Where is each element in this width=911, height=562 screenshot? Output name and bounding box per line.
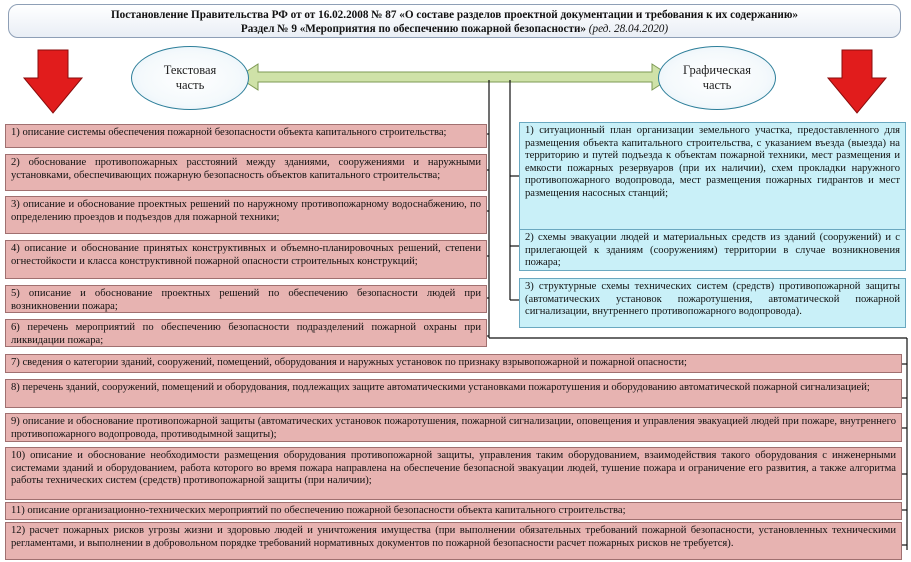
graphic-item-1: 1) ситуационный план организации земельного участка, предоставленного для размещения объекта капитального строительства, с указанием въезда (выезда) на территорию и путей подъезда к объектам пожарной техники, мест размещения и емкости пожарных резервуаров (при их наличии), схем прокладки наружного противопожарного водопровода, мест размещения пожарных гидрантов и мест размещения насосных станций; — [519, 122, 906, 230]
text-item-3: 3) описание и обоснование проектных решений по наружному противопожарному водоснабжению, по определению проездов и подъездов для пожарной техники; — [5, 196, 487, 234]
double-arrow-icon — [238, 64, 672, 90]
text-item-12: 12) расчет пожарных рисков угрозы жизни и здоровью людей и уничтожения имущества (при выполнении обязательных требований пожарной безопасности, установленных техническими регламентами, и выполнении в добровольном порядке требований нормативных документов по пожарной безопасности расчет пожарных рисков не требуется). — [5, 522, 902, 560]
text-item-2: 2) обоснование противопожарных расстояний между зданиями, сооружениями и наружными установками, обеспечивающих пожарную безопасность объектов капитального строительства; — [5, 154, 487, 191]
right-red-arrow-icon — [828, 50, 886, 113]
text-part-node: Текстовая часть — [131, 46, 249, 110]
edition-note: (ред. 28.04.2020) — [588, 23, 669, 35]
text-item-6: 6) перечень мероприятий по обеспечению безопасности подразделений пожарной охраны при ликвидации пожара; — [5, 319, 487, 347]
text-item-10: 10) описание и обоснование необходимости размещения оборудования противопожарной защиты, управления таким оборудованием, взаимодействия такого оборудования с инженерными системами зданий и оборудованием, работа которого во время пожара направлена на обеспечение безопасной эвакуации людей, тушение пожара и ограничение его развития, а также алгоритма работы технических систем (средств) противопожарной защиты (при наличии); — [5, 447, 902, 500]
left-red-arrow-icon — [24, 50, 82, 113]
text-item-5: 5) описание и обоснование проектных решений по обеспечению безопасности людей при возникновении пожара; — [5, 285, 487, 313]
text-item-8: 8) перечень зданий, сооружений, помещений и оборудования, подлежащих защите автоматическими установками пожаротушения и оборудованию автоматической пожарной сигнализацией; — [5, 379, 902, 408]
text-item-1: 1) описание системы обеспечения пожарной безопасности объекта капитального строительства; — [5, 124, 487, 148]
title-line-1: Постановление Правительства РФ от от 16.02.2008 № 87 «О составе разделов проектной документации и требования к их содержанию» — [110, 9, 799, 21]
text-item-9: 9) описание и обоснование противопожарной защиты (автоматических установок пожаротушения, пожарной сигнализации, оповещения и управления эвакуацией людей при пожаре, внутреннего противопожарного водопровода, противодымной защиты); — [5, 413, 902, 442]
text-item-7: 7) сведения о категории зданий, сооружений, помещений, оборудования и наружных установок по признаку взрывопожарной и пожарной опасности; — [5, 354, 902, 373]
graphic-item-3: 3) структурные схемы технических систем (средств) противопожарной защиты (автоматических установок пожаротушения, автоматической пожарной сигнализации, внутреннего противопожарного водопровода). — [519, 278, 906, 328]
section-name: Раздел № 9 «Мероприятия по обеспечению пожарной безопасности» — [240, 23, 586, 35]
graphic-part-node: Графическая часть — [658, 46, 776, 110]
graphic-item-2: 2) схемы эвакуации людей и материальных средств из зданий (сооружений) и с прилегающей к зданиям (сооружениям) территории в случае возникновения пожара; — [519, 229, 906, 271]
text-item-11: 11) описание организационно-технических мероприятий по обеспечению пожарной безопасности объекта капитального строительства; — [5, 502, 902, 520]
text-item-4: 4) описание и обоснование принятых конструктивных и объемно-планировочных решений, степени огнестойкости и класса конструктивной пожарной опасности строительных конструкций; — [5, 240, 487, 279]
